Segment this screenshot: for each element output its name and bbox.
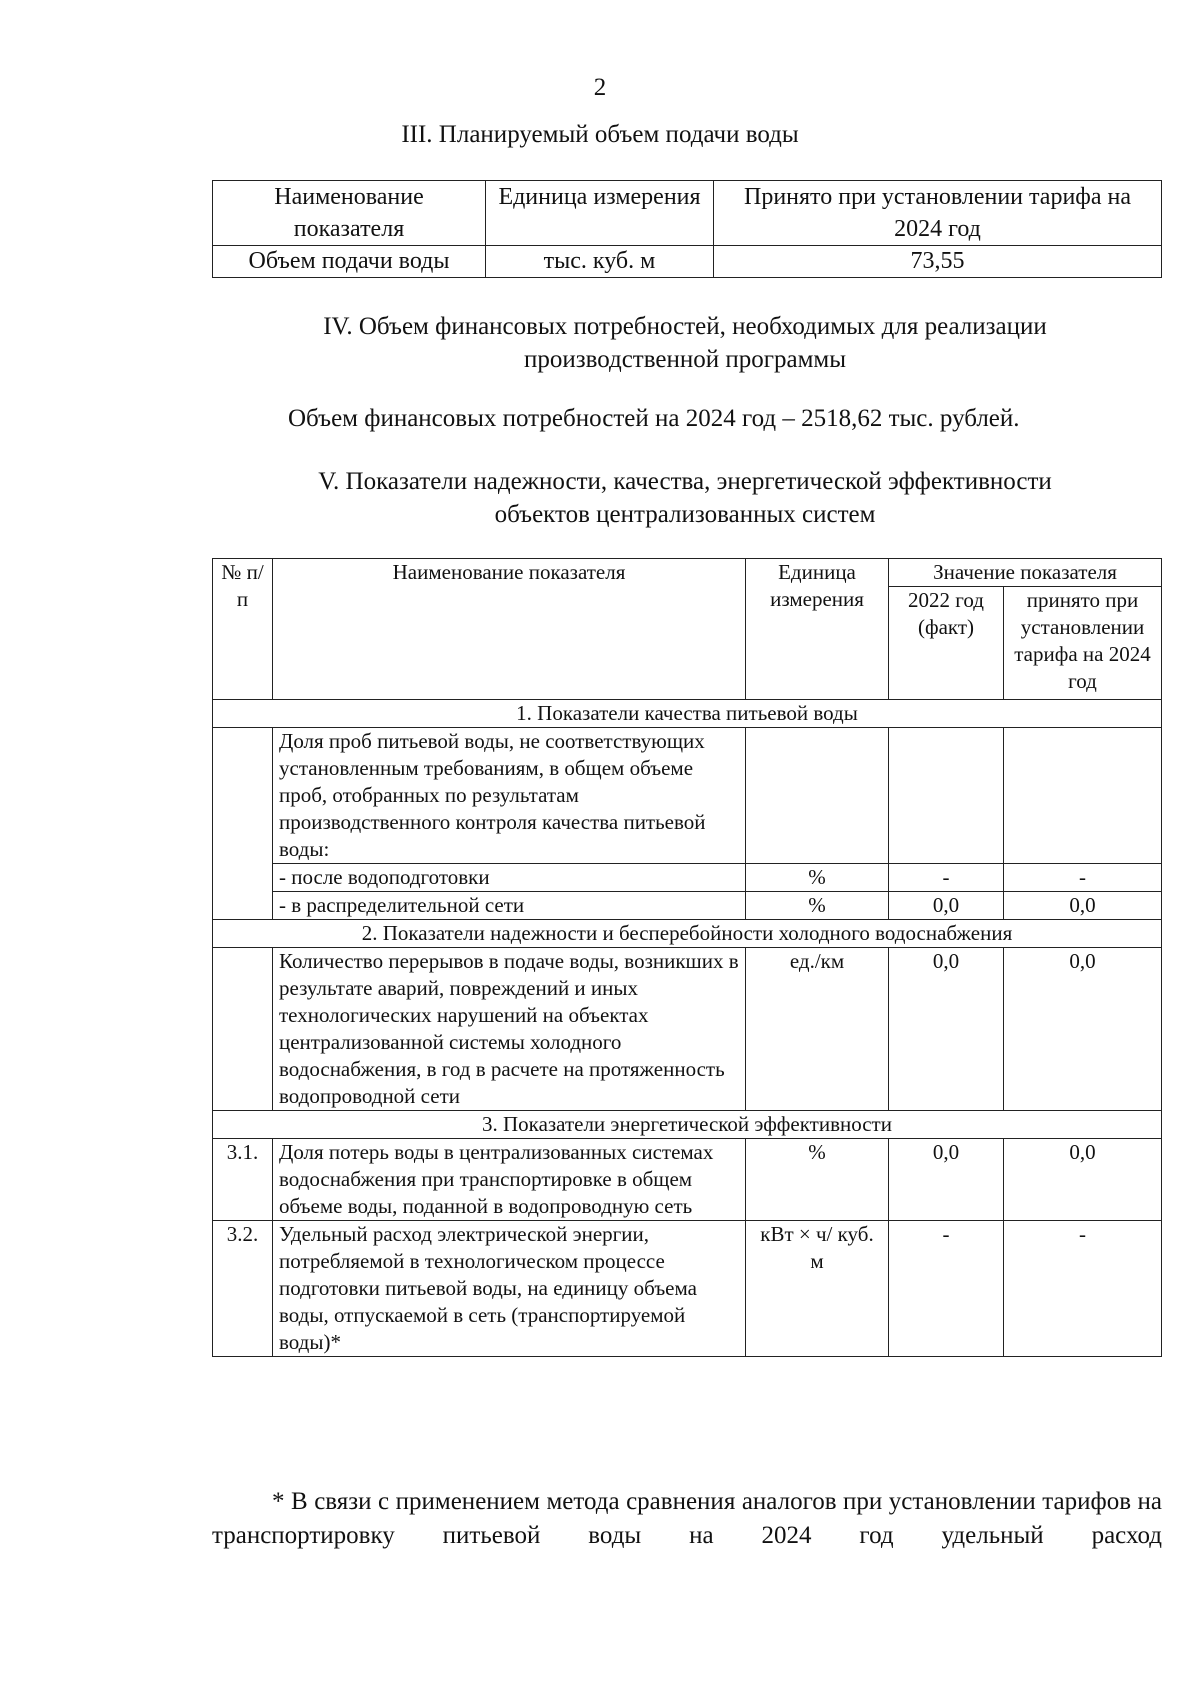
header-unit: Единица измерения [486, 181, 714, 246]
group-row [213, 700, 1162, 728]
group-2-title: 2. Показатели надежности и бесперебойности холодного водоснабжения [213, 920, 1162, 948]
section-5-title-line1: V. Показатели надежности, качества, энергетической эффективности [318, 468, 1052, 495]
footnote [212, 1485, 1162, 1553]
table-row [213, 864, 1162, 892]
cell-number: 3.1. [213, 1139, 273, 1221]
header-indicator: Наименование показателя [213, 181, 486, 246]
cell-fact: - [889, 864, 1004, 892]
cell-fact [889, 728, 1004, 864]
footnote-text: * В связи с применением метода сравнения аналогов при установлении тарифов на транспортировку питьевой воды на 2024 год удельный расход [212, 1488, 1162, 1549]
group-row [213, 1111, 1162, 1139]
group-3-title: 3. Показатели энергетической эффективности [213, 1111, 1162, 1139]
cell-unit: % [746, 1139, 889, 1221]
table-row [213, 948, 1162, 1111]
header-2022-fact: 2022 год (факт) [889, 587, 1004, 700]
table-row [213, 1139, 1162, 1221]
cell-fact: 0,0 [889, 892, 1004, 920]
header-unit: Единица измерения [746, 559, 889, 700]
cell-tariff: 0,0 [1004, 948, 1162, 1111]
header-accepted-2024: Принято при установлении тарифа на 2024 год [714, 181, 1162, 246]
table-row [213, 1221, 1162, 1357]
cell-value: 73,55 [714, 246, 1162, 278]
section-3-title: III. Планируемый объем подачи воды [401, 121, 799, 148]
cell-fact: 0,0 [889, 948, 1004, 1111]
indicators-table [212, 558, 1162, 1357]
page-number: 2 [593, 74, 607, 101]
cell-fact: 0,0 [889, 1139, 1004, 1221]
table-row [213, 728, 1162, 864]
group-row [213, 920, 1162, 948]
cell-indicator-name: Количество перерывов в подаче воды, возникших в результате аварий, повреждений и иных технологических нарушений на объектах централизованной системы холодного водоснабжения, в год в расчете на протяженность водопроводной сети [273, 948, 746, 1111]
section-5-title-line2: объектов централизованных систем [494, 501, 876, 528]
cell-indicator-name: Доля потерь воды в централизованных системах водоснабжения при транспортировке в общем объеме воды, поданной в водопроводную сеть [273, 1139, 746, 1221]
cell-indicator-name: - после водоподготовки [273, 864, 746, 892]
section-4-title-line1: IV. Объем финансовых потребностей, необходимых для реализации [323, 313, 1047, 340]
cell-unit: % [746, 892, 889, 920]
cell-fact: - [889, 1221, 1004, 1357]
table-header-row [213, 559, 1162, 587]
cell-unit: кВт × ч/ куб. м [746, 1221, 889, 1357]
cell-number: 3.2. [213, 1221, 273, 1357]
header-indicator-name: Наименование показателя [273, 559, 746, 700]
group-1-title: 1. Показатели качества питьевой воды [213, 700, 1162, 728]
cell-number [213, 728, 273, 920]
financial-needs-text: Объем финансовых потребностей на 2024 год – 2518,62 тыс. рублей. [288, 405, 1020, 432]
cell-tariff: 0,0 [1004, 1139, 1162, 1221]
cell-indicator-name: - в распределительной сети [273, 892, 746, 920]
cell-indicator-name: Удельный расход электрической энергии, потребляемой в технологическом процессе подготовки питьевой воды, на единицу объема воды, отпускаемой в сеть (транспортируемой воды)* [273, 1221, 746, 1357]
header-number: № п/п [213, 559, 273, 700]
cell-unit: ед./км [746, 948, 889, 1111]
header-accepted-2024: принято при установлении тарифа на 2024 год [1004, 587, 1162, 700]
cell-tariff: 0,0 [1004, 892, 1162, 920]
cell-unit: % [746, 864, 889, 892]
cell-indicator: Объем подачи воды [213, 246, 486, 278]
cell-unit: тыс. куб. м [486, 246, 714, 278]
section-4-title-line2: производственной программы [523, 346, 847, 373]
water-supply-table [212, 180, 1162, 278]
table-header-row [213, 181, 1162, 246]
table-row [213, 246, 1162, 278]
cell-tariff: - [1004, 864, 1162, 892]
cell-indicator-name: Доля проб питьевой воды, не соответствующих установленным требованиям, в общем объеме проб, отобранных по результатам производственного контроля качества питьевой воды: [273, 728, 746, 864]
cell-unit [746, 728, 889, 864]
cell-tariff [1004, 728, 1162, 864]
table-row [213, 892, 1162, 920]
header-indicator-value: Значение показателя [889, 559, 1162, 587]
cell-tariff: - [1004, 1221, 1162, 1357]
cell-number [213, 948, 273, 1111]
